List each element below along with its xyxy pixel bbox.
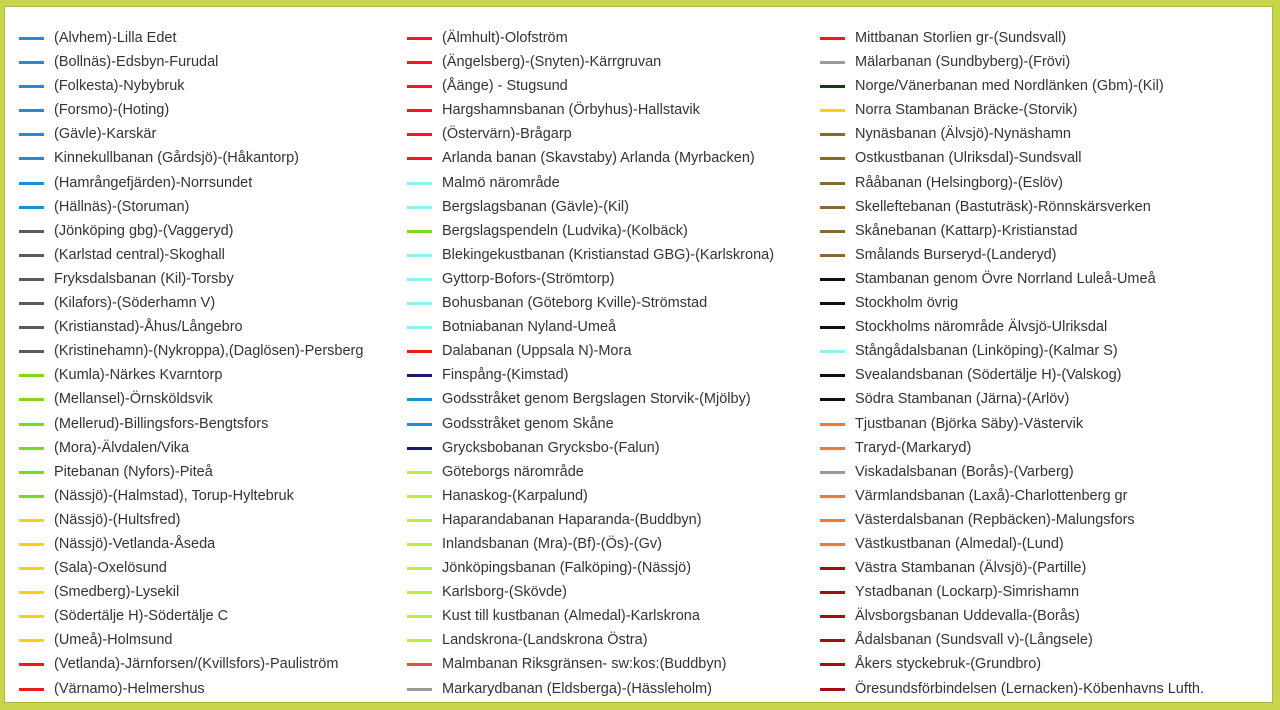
line-swatch [19, 688, 44, 691]
line-swatch [19, 302, 44, 305]
line-swatch [407, 278, 432, 281]
legend-label: (Gävle)-Karskär [54, 126, 157, 143]
line-swatch [407, 206, 432, 209]
line-swatch [820, 278, 845, 281]
legend-label: Hanaskog-(Karpalund) [442, 487, 588, 504]
line-swatch [820, 61, 845, 64]
line-swatch [407, 230, 432, 233]
line-swatch [820, 663, 845, 666]
legend-label: Mittbanan Storlien gr-(Sundsvall) [855, 30, 1067, 46]
line-swatch [820, 567, 845, 570]
line-swatch [19, 398, 44, 401]
line-swatch [19, 37, 44, 40]
line-swatch [820, 471, 845, 474]
legend-label: Södra Stambanan (Järna)-(Arlöv) [855, 391, 1070, 408]
legend-label: (Nässjö)-(Halmstad), Torup-Hyltebruk [54, 487, 294, 504]
line-swatch [19, 591, 44, 594]
line-swatch [407, 182, 432, 185]
legend-label: (Nässjö)-(Hultsfred) [54, 511, 181, 528]
legend-label: Stångådalsbanan (Linköping)-(Kalmar S) [855, 343, 1118, 360]
line-swatch [19, 615, 44, 618]
line-swatch [19, 206, 44, 209]
legend-label: Finspång-(Kimstad) [442, 367, 569, 384]
line-swatch [19, 495, 44, 498]
line-swatch [407, 447, 432, 450]
line-swatch [19, 254, 44, 257]
line-swatch [19, 133, 44, 136]
line-swatch [820, 230, 845, 233]
line-swatch [820, 157, 845, 160]
line-swatch [407, 543, 432, 546]
legend-label: Landskrona-(Landskrona Östra) [442, 632, 648, 649]
line-swatch [407, 615, 432, 618]
legend-label: (Umeå)-Holmsund [54, 632, 173, 649]
line-swatch [407, 85, 432, 88]
line-swatch [407, 157, 432, 160]
line-swatch [820, 206, 845, 209]
legend-label: Stockholm övrig [855, 295, 959, 312]
legend-label: Fryksdalsbanan (Kil)-Torsby [54, 270, 234, 287]
legend-label: (Mellerud)-Billingsfors-Bengtsfors [54, 415, 269, 432]
line-swatch [820, 591, 845, 594]
line-swatch [407, 688, 432, 691]
legend-label: (Värnamo)-Helmershus [54, 680, 205, 697]
line-swatch [407, 133, 432, 136]
line-swatch [407, 495, 432, 498]
line-swatch [820, 374, 845, 377]
legend-label: (Hamrångefjärden)-Norrsundet [54, 174, 253, 191]
legend-label: Öresundsförbindelsen (Lernacken)-Köbenhavns Lufth. [855, 680, 1205, 697]
line-swatch [820, 302, 845, 305]
legend-label: Kinnekullbanan (Gårdsjö)-(Håkantorp) [54, 150, 300, 167]
line-swatch [820, 37, 845, 40]
legend-label: Värmlandsbanan (Laxå)-Charlottenberg gr [855, 487, 1128, 504]
line-swatch [19, 350, 44, 353]
legend-label: (Bollnäs)-Edsbyn-Furudal [54, 54, 219, 71]
legend-label: (Jönköping gbg)-(Vaggeryd) [54, 222, 234, 239]
line-swatch [407, 61, 432, 64]
legend-label: Skånebanan (Kattarp)-Kristianstad [855, 222, 1078, 239]
legend-label: Ådalsbanan (Sundsvall v)-(Långsele) [855, 632, 1093, 649]
legend-label: (Nässjö)-Vetlanda-Åseda [54, 535, 216, 552]
line-swatch [820, 350, 845, 353]
line-swatch [19, 543, 44, 546]
legend-label: Västra Stambanan (Älvsjö)-(Partille) [855, 560, 1087, 577]
legend-label: Jönköpingsbanan (Falköping)-(Nässjö) [442, 560, 692, 577]
line-swatch [19, 278, 44, 281]
legend-label: (Östervärn)-Brågarp [442, 126, 572, 143]
line-swatch [19, 639, 44, 642]
legend-label: (Karlstad central)-Skoghall [54, 246, 225, 263]
line-swatch [407, 591, 432, 594]
line-swatch [820, 519, 845, 522]
legend-label: Traryd-(Markaryd) [855, 439, 972, 456]
legend-label: (Södertälje H)-Södertälje C [54, 608, 229, 625]
line-swatch [407, 519, 432, 522]
legend-label: Mälarbanan (Sundbyberg)-(Frövi) [855, 54, 1071, 71]
line-swatch [407, 639, 432, 642]
legend-label: Västerdalsbanan (Repbäcken)-Malungsfors [855, 511, 1135, 528]
legend-label: (Vetlanda)-Järnforsen/(Kvillsfors)-Pauliström [54, 656, 339, 673]
legend-label: Inlandsbanan (Mra)-(Bf)-(Ös)-(Gv) [442, 535, 662, 552]
legend-label: (Kristianstad)-Åhus/Långebro [54, 319, 243, 336]
legend-label: Karlsborg-(Skövde) [442, 584, 567, 601]
legend-label: Hargshamnsbanan (Örbyhus)-Hallstavik [442, 102, 700, 119]
line-swatch [820, 423, 845, 426]
line-swatch [820, 639, 845, 642]
legend-label: (Kilafors)-(Söderhamn V) [54, 295, 216, 312]
line-swatch [820, 688, 845, 691]
line-swatch [407, 109, 432, 112]
legend-label: Älvsborgsbanan Uddevalla-(Borås) [855, 608, 1080, 625]
line-swatch [19, 109, 44, 112]
line-swatch [19, 182, 44, 185]
legend-label: (Smedberg)-Lysekil [54, 584, 180, 601]
legend-panel [4, 6, 1273, 703]
legend-label: Norra Stambanan Bräcke-(Storvik) [855, 102, 1078, 119]
legend-label: (Mora)-Älvdalen/Vika [54, 439, 190, 456]
legend-label: (Folkesta)-Nybybruk [54, 78, 185, 95]
legend-label: (Åänge) - Stugsund [442, 78, 568, 95]
line-swatch [407, 471, 432, 474]
line-swatch [407, 302, 432, 305]
line-swatch [407, 326, 432, 329]
legend-label: Kust till kustbanan (Almedal)-Karlskrona [442, 608, 700, 625]
line-swatch [19, 230, 44, 233]
legend-label: (Alvhem)-Lilla Edet [54, 30, 177, 46]
legend-label: Malmö närområde [442, 174, 560, 191]
legend-label: (Forsmo)-(Hoting) [54, 102, 170, 119]
line-swatch [19, 374, 44, 377]
legend-label: Bohusbanan (Göteborg Kville)-Strömstad [442, 295, 708, 312]
legend-label: (Sala)-Oxelösund [54, 560, 167, 577]
legend-label: Svealandsbanan (Södertälje H)-(Valskog) [855, 367, 1122, 384]
line-swatch [407, 374, 432, 377]
line-swatch [407, 37, 432, 40]
line-swatch [407, 423, 432, 426]
legend-label: Pitebanan (Nyfors)-Piteå [54, 463, 213, 480]
line-swatch [407, 254, 432, 257]
legend-label: Grycksbobanan Grycksbo-(Falun) [442, 439, 660, 456]
line-swatch [19, 326, 44, 329]
legend-label: Tjustbanan (Björka Säby)-Västervik [855, 415, 1084, 432]
legend-label: Dalabanan (Uppsala N)-Mora [442, 343, 632, 360]
legend-label: Arlanda banan (Skavstaby) Arlanda (Myrbacken) [442, 150, 755, 167]
legend-label: Ystadbanan (Lockarp)-Simrishamn [855, 584, 1080, 601]
legend-label: Norge/Vänerbanan med Nordlänken (Gbm)-(Kil) [855, 78, 1164, 95]
legend-label: Göteborgs närområde [442, 463, 584, 480]
line-swatch [19, 447, 44, 450]
line-swatch [19, 423, 44, 426]
line-swatch [19, 663, 44, 666]
line-swatch [820, 447, 845, 450]
line-swatch [19, 157, 44, 160]
legend-label: Haparandabanan Haparanda-(Buddbyn) [442, 511, 702, 528]
line-swatch [407, 350, 432, 353]
legend-label: Viskadalsbanan (Borås)-(Varberg) [855, 463, 1074, 480]
line-swatch [820, 254, 845, 257]
legend-label: Nynäsbanan (Älvsjö)-Nynäshamn [855, 126, 1071, 143]
line-swatch [820, 495, 845, 498]
line-swatch [820, 133, 845, 136]
legend-label: Bergslagsbanan (Gävle)-(Kil) [442, 198, 629, 215]
legend-label: Ostkustbanan (Ulriksdal)-Sundsvall [855, 150, 1082, 167]
legend-label: (Kristinehamn)-(Nykroppa),(Daglösen)-Persberg [54, 343, 364, 360]
legend-label: Stambanan genom Övre Norrland Luleå-Umeå [855, 270, 1156, 287]
legend-label: (Hällnäs)-(Storuman) [54, 198, 190, 215]
legend-label: (Mellansel)-Örnsköldsvik [54, 391, 213, 408]
line-swatch [820, 326, 845, 329]
line-swatch [19, 61, 44, 64]
line-swatch [19, 471, 44, 474]
line-swatch [19, 519, 44, 522]
legend-label: Blekingekustbanan (Kristianstad GBG)-(Karlskrona) [442, 246, 775, 263]
legend-label: (Ängelsberg)-(Snyten)-Kärrgruvan [442, 54, 662, 71]
legend-label: Malmbanan Riksgränsen- sw:kos:(Buddbyn) [442, 656, 727, 673]
legend-label: Godsstråket genom Skåne [442, 415, 614, 432]
line-swatch [820, 543, 845, 546]
line-swatch [19, 567, 44, 570]
legend-label: (Kumla)-Närkes Kvarntorp [54, 367, 223, 384]
legend-label: Skelleftebanan (Bastuträsk)-Rönnskärsverken [855, 198, 1151, 215]
legend-label: Botniabanan Nyland-Umeå [442, 319, 617, 336]
legend-label: Rååbanan (Helsingborg)-(Eslöv) [855, 174, 1063, 191]
line-swatch [820, 615, 845, 618]
line-swatch [407, 398, 432, 401]
legend-label: Västkustbanan (Almedal)-(Lund) [855, 535, 1064, 552]
legend-label: Smålands Burseryd-(Landeryd) [855, 246, 1057, 263]
legend-label: Bergslagspendeln (Ludvika)-(Kolbäck) [442, 222, 688, 239]
legend-label: Markarydbanan (Eldsberga)-(Hässleholm) [442, 680, 712, 697]
line-swatch [19, 85, 44, 88]
line-swatch [820, 398, 845, 401]
line-swatch [407, 567, 432, 570]
legend-label: Åkers styckebruk-(Grundbro) [855, 656, 1042, 673]
legend-label: (Älmhult)-Olofström [442, 30, 568, 46]
line-swatch [820, 85, 845, 88]
legend-label: Gyttorp-Bofors-(Strömtorp) [442, 270, 615, 287]
line-swatch [407, 663, 432, 666]
line-swatch [820, 109, 845, 112]
line-swatch [820, 182, 845, 185]
legend-label: Stockholms närområde Älvsjö-Ulriksdal [855, 319, 1108, 336]
legend-label: Godsstråket genom Bergslagen Storvik-(Mjölby) [442, 391, 751, 408]
